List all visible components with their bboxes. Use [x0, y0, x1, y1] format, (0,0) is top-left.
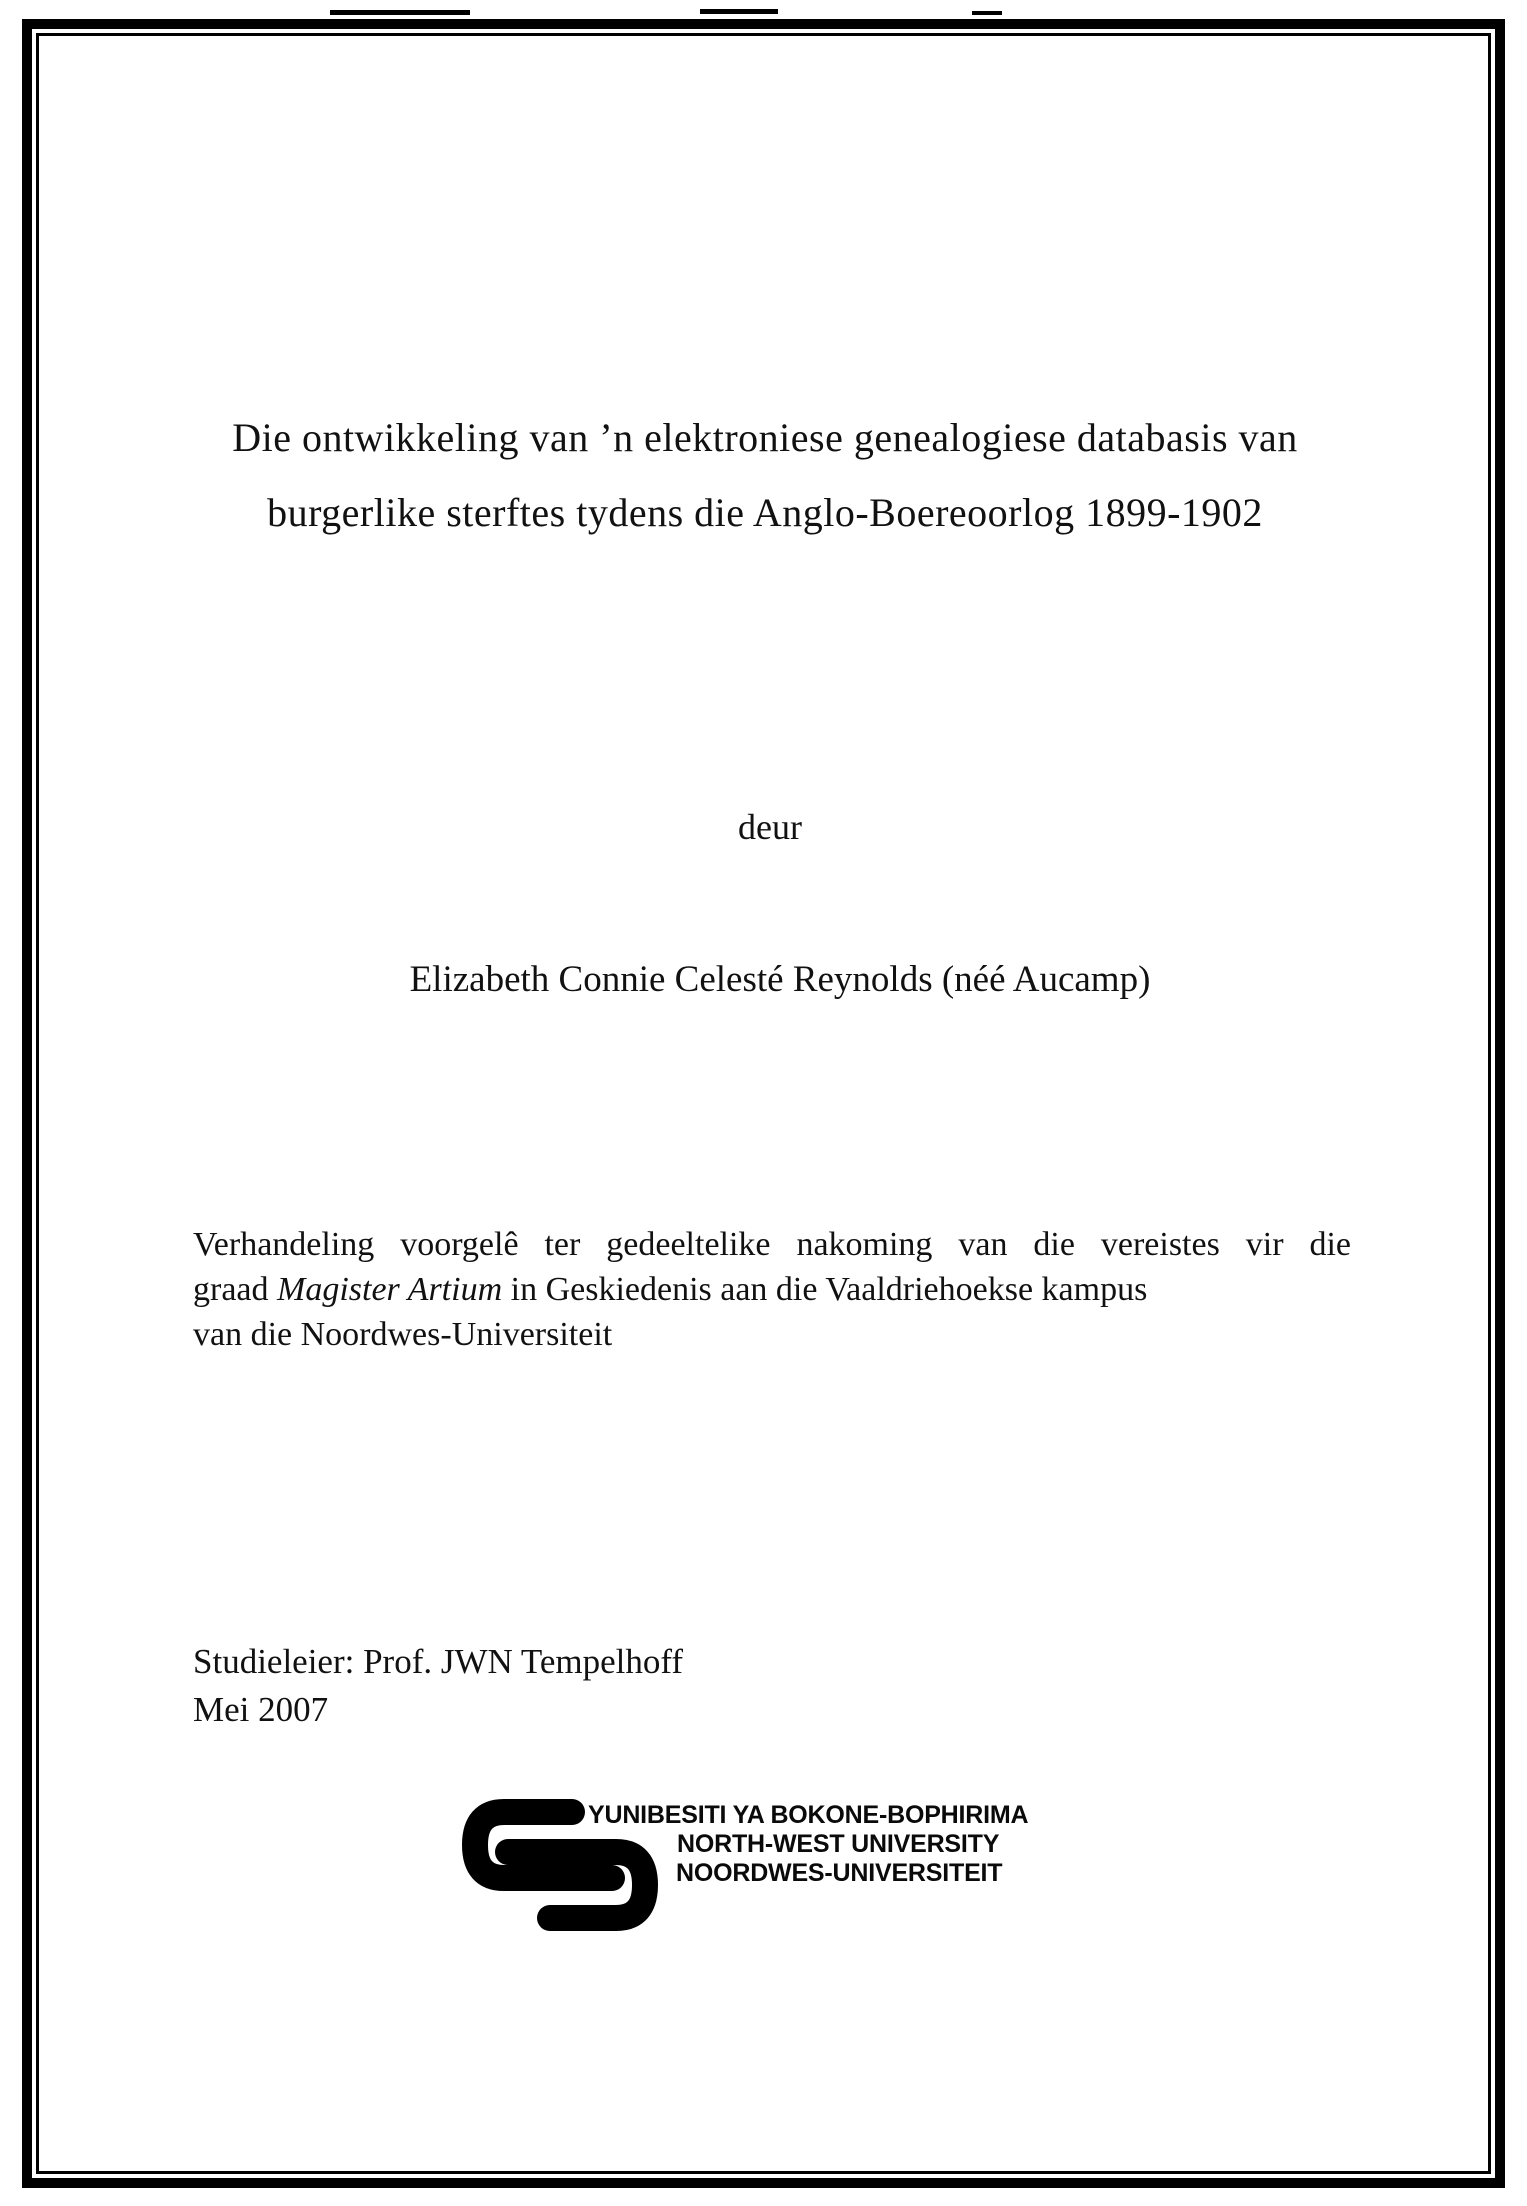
scan-artifact	[700, 9, 778, 14]
university-logo-text	[588, 1801, 1028, 1888]
logo-text-setswana: YUNIBESITI YA BOKONE-BOPHIRIMA	[588, 1801, 1029, 1829]
supervisor-line: Studieleier: Prof. JWN Tempelhoff	[193, 1642, 684, 1681]
author-name: Elizabeth Connie Celesté Reynolds (néé Aucamp)	[409, 959, 1151, 1000]
degree-statement	[193, 1222, 1351, 1357]
degree-statement-line-1: Verhandeling voorgelê ter gedeeltelike nakoming van die vereistes vir die	[193, 1226, 1351, 1263]
degree-statement-line-2-prefix: graad	[193, 1271, 278, 1308]
university-logo	[460, 1795, 1140, 1940]
logo-text-english: NORTH-WEST UNIVERSITY	[677, 1830, 1000, 1858]
thesis-title-line-1: Die ontwikkeling van ’n elektroniese genealogiese databasis van	[232, 415, 1298, 460]
degree-name-italic: Magister Artium	[277, 1271, 503, 1308]
scan-artifact	[972, 11, 1002, 15]
thesis-title	[185, 400, 1345, 550]
logo-text-afrikaans: NOORDWES-UNIVERSITEIT	[676, 1859, 1003, 1887]
byline-label: deur	[738, 807, 802, 847]
thesis-title-line-2: burgerlike sterftes tydens die Anglo-Boereoorlog 1899-1902	[267, 490, 1263, 535]
degree-statement-line-3: van die Noordwes-Universiteit	[193, 1316, 613, 1353]
degree-statement-line-2	[193, 1267, 1351, 1312]
scan-artifact	[330, 10, 470, 15]
degree-statement-line-2-suffix: in Geskiedenis aan die Vaaldriehoekse kampus	[502, 1271, 1148, 1308]
date-line: Mei 2007	[193, 1690, 329, 1729]
